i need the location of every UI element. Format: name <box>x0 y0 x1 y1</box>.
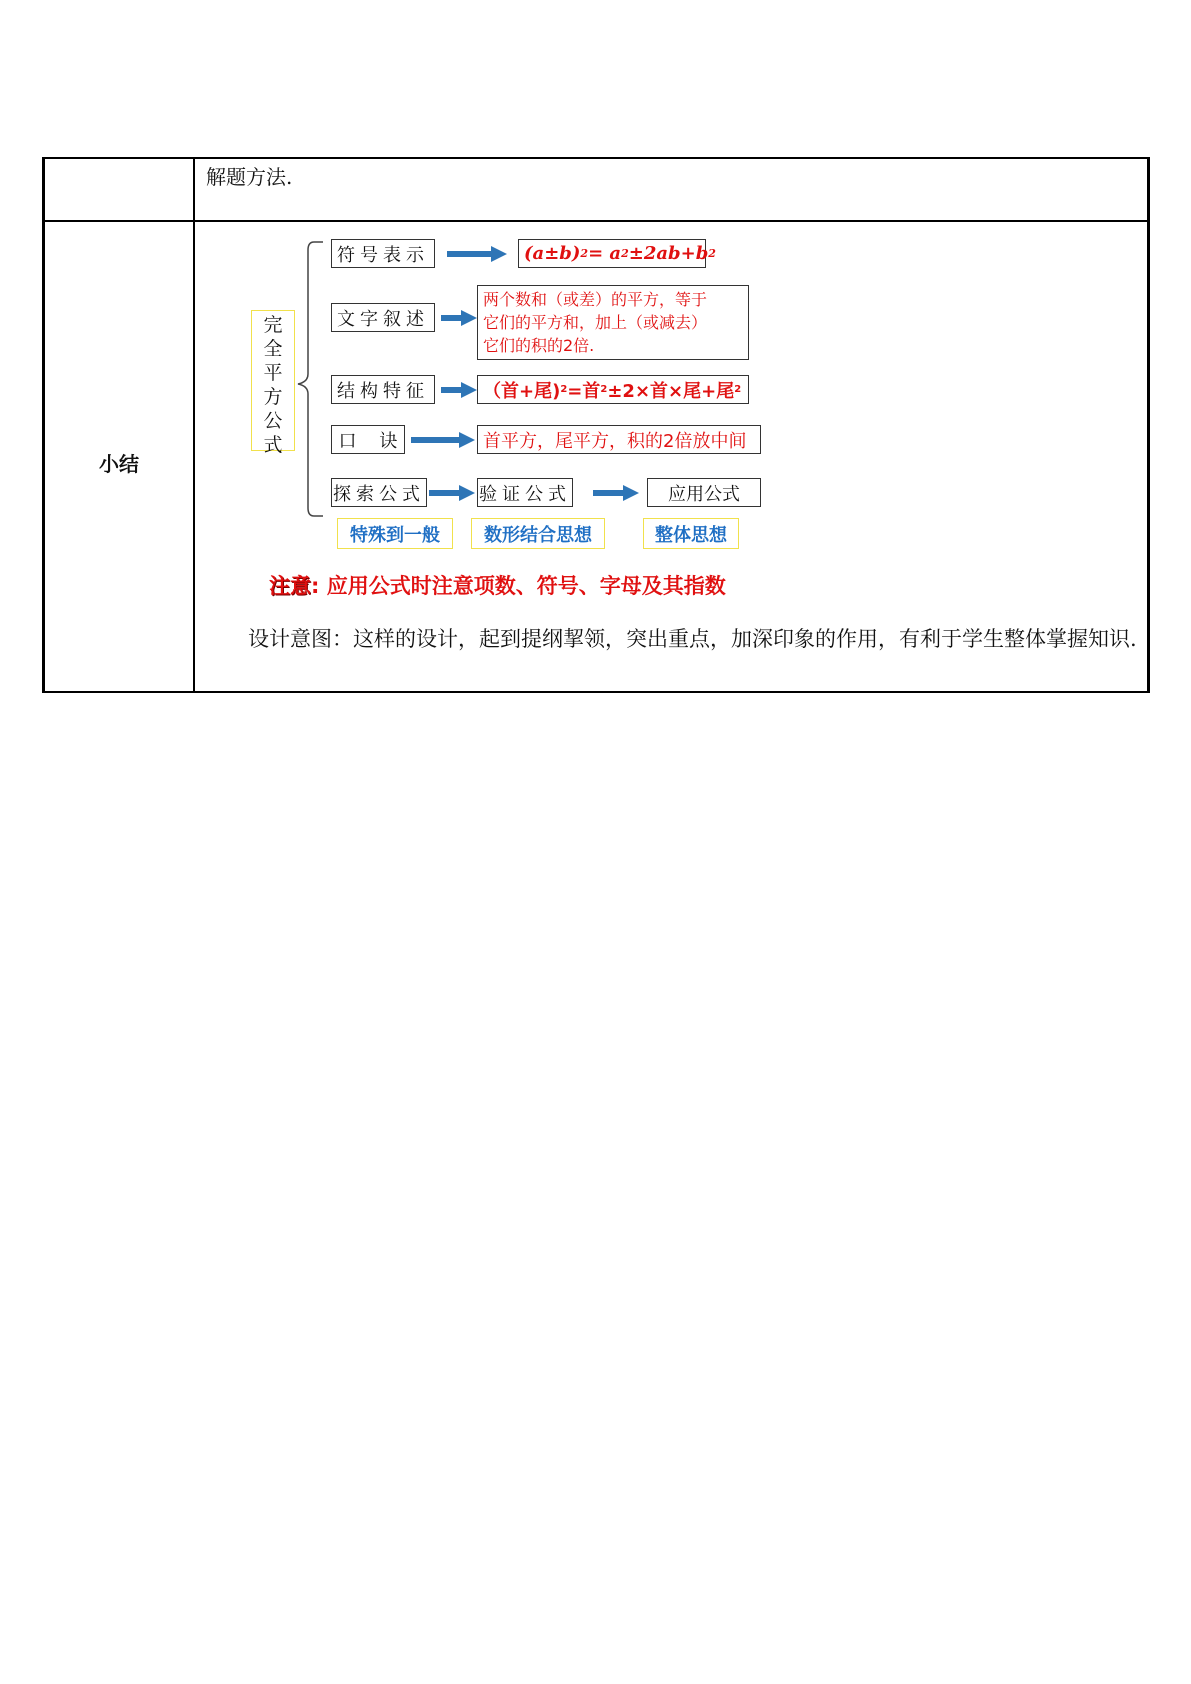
table-row <box>44 221 1149 692</box>
arrow-right-icon <box>593 485 639 501</box>
arrow-right-icon <box>429 485 475 501</box>
formula-mindmap <box>195 222 1155 642</box>
method-number-shape: 数形结合思想 <box>471 518 605 549</box>
label-cell <box>44 221 195 692</box>
top-row-text: 解题方法. <box>206 165 293 189</box>
item-structure: 结构特征 <box>331 375 435 404</box>
item-mnemonic: 口 诀 <box>331 425 405 454</box>
method-holistic: 整体思想 <box>643 518 739 549</box>
arrow-right-icon <box>441 310 477 326</box>
formula-box: ( a ± b ) 2 = a 2 ±2ab+b 2 <box>518 239 706 268</box>
note-text: 注意: 应用公式时注意项数、符号、字母及其指数 <box>269 574 726 598</box>
lesson-table <box>42 157 1150 693</box>
structure-formula-box: （首+尾) 2 =首 2 ±2×首×尾+尾 2 <box>477 375 749 404</box>
table-row <box>44 158 1149 221</box>
arrow-right-icon <box>447 246 507 262</box>
mindmap-title: 完全平方公式 <box>251 310 295 451</box>
brace-icon <box>298 242 323 516</box>
item-symbol: 符号表示 <box>331 239 435 268</box>
arrow-right-icon <box>441 382 477 398</box>
item-explore: 探索公式 <box>331 478 427 507</box>
label-cell <box>44 158 195 221</box>
mnemonic-box: 首平方，尾平方，积的2倍放中间 <box>477 425 761 454</box>
content-cell <box>194 221 1149 692</box>
arrow-right-icon <box>411 432 475 448</box>
verify-formula-box: 验证公式 <box>477 478 573 507</box>
content-cell <box>194 158 1149 221</box>
apply-formula-box: 应用公式 <box>647 478 761 507</box>
design-intent-text: 设计意图：这样的设计，起到提纲挈领，突出重点，加深印象的作用，有利于学生整体掌握知识. <box>248 627 1137 651</box>
verbal-statement-box: 两个数和（或差）的平方，等于 它们的平方和，加上（或减去） 它们的积的2倍. <box>477 285 749 360</box>
summary-content <box>195 222 1147 691</box>
item-verbal: 文字叙述 <box>331 303 435 332</box>
summary-label: 小结 <box>99 452 139 476</box>
method-specific-to-general: 特殊到一般 <box>337 518 453 549</box>
